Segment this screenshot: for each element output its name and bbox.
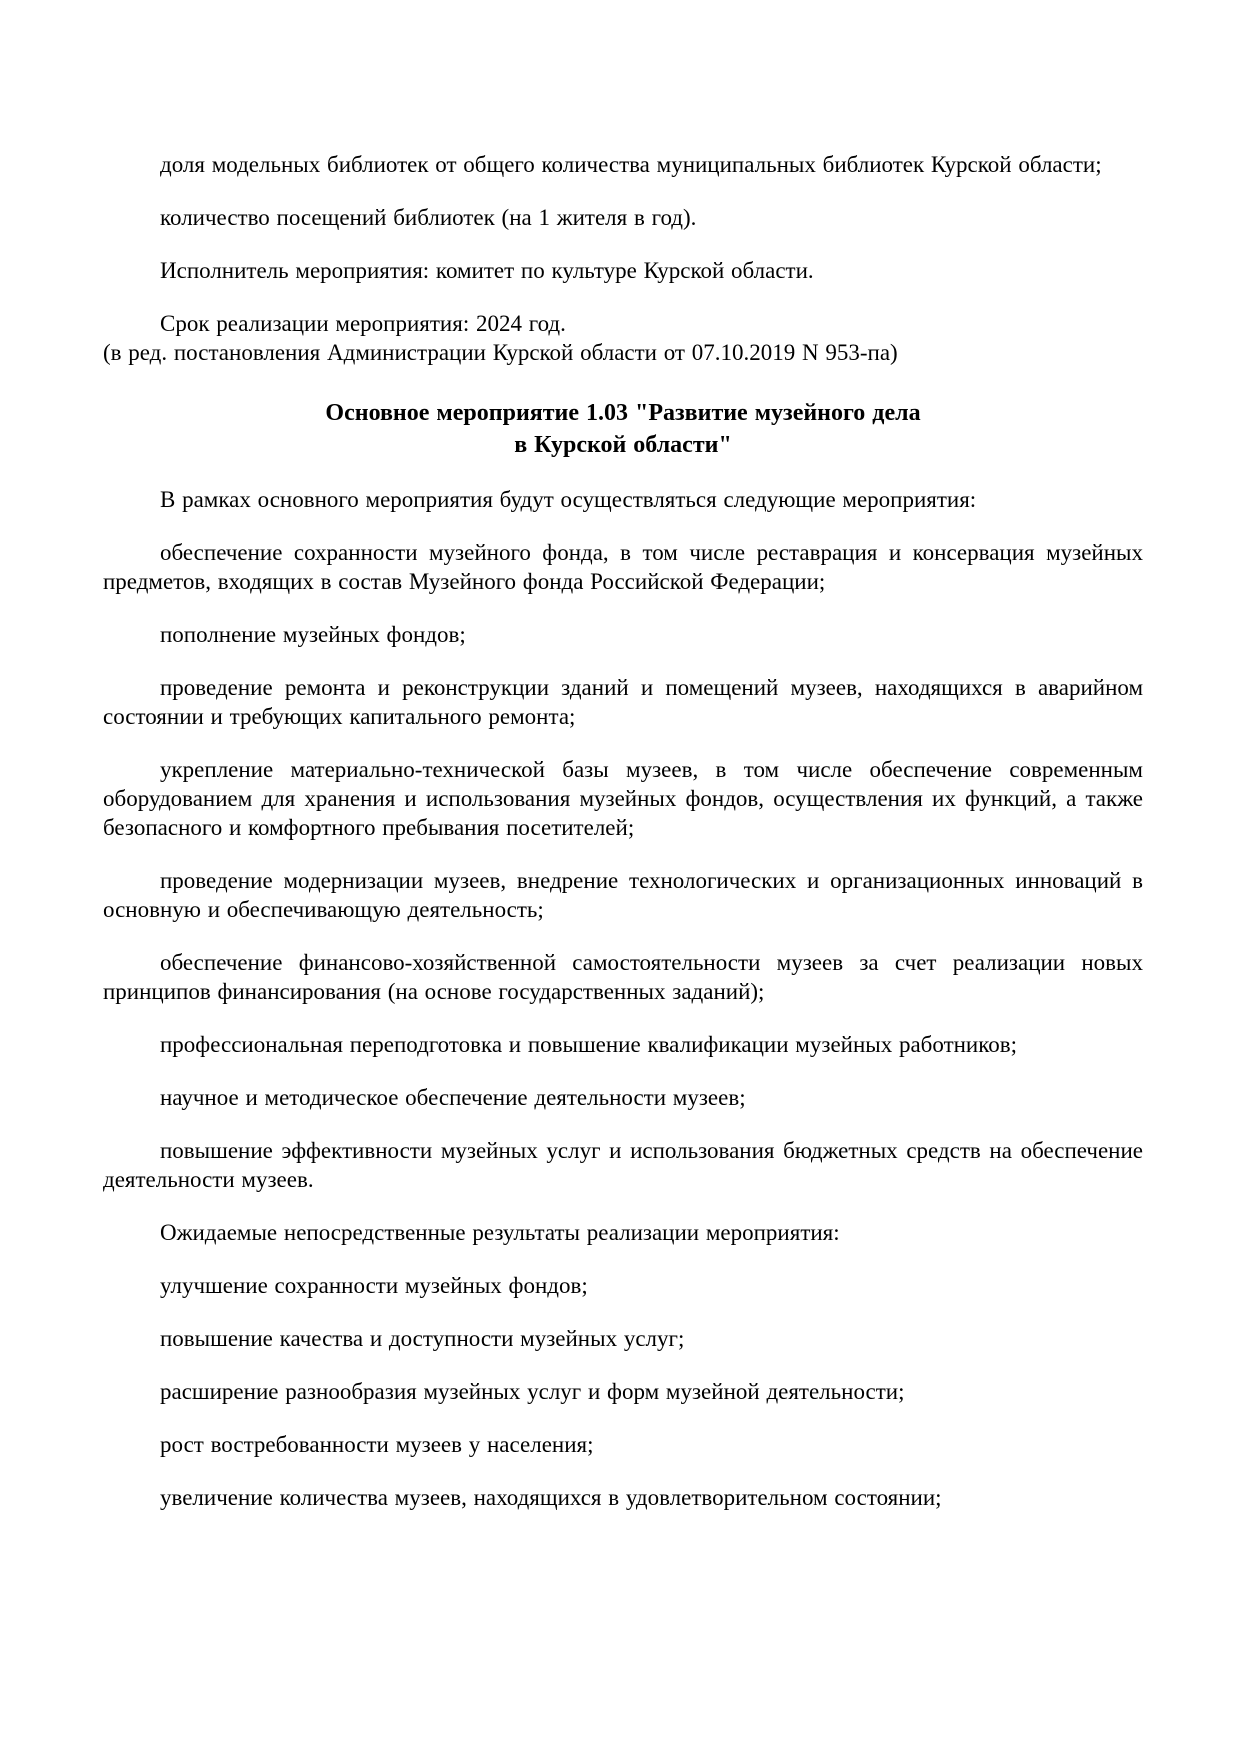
paragraph-executor: Исполнитель мероприятия: комитет по культуре Курской области.	[160, 258, 814, 283]
paragraph-result-preservation: улучшение сохранности музейных фондов;	[160, 1273, 588, 1298]
paragraph-fund-preservation: обеспечение сохранности музейного фонда, в том числе реставрация и консервация музейных предметов, входящих в состав Музейного фонда Российской Федерации;	[103, 540, 1143, 594]
paragraph-result-diversity: расширение разнообразия музейных услуг и форм музейной деятельности;	[160, 1379, 905, 1404]
amendment-note: (в ред. постановления Администрации Курской области от 07.10.2019 N 953-па)	[103, 340, 898, 365]
paragraph-modernization: проведение модернизации музеев, внедрение технологических и организационных инноваций в основную и обеспечивающую деятельность;	[103, 868, 1143, 922]
paragraph-implementation-period: Срок реализации мероприятия: 2024 год.	[160, 311, 566, 336]
paragraph-financial-independence: обеспечение финансово-хозяйственной самостоятельности музеев за счет реализации новых принципов финансирования (на основе государственных заданий);	[103, 950, 1143, 1004]
paragraph-result-condition: увеличение количества музеев, находящихся в удовлетворительном состоянии;	[160, 1485, 942, 1510]
paragraph-fund-replenishment: пополнение музейных фондов;	[160, 622, 466, 647]
paragraph-efficiency: повышение эффективности музейных услуг и использования бюджетных средств на обеспечение деятельности музеев.	[103, 1138, 1143, 1192]
paragraph-model-libraries-share: доля модельных библиотек от общего количества муниципальных библиотек Курской области;	[160, 152, 1102, 177]
document-body	[103, 150, 1143, 1512]
paragraph-result-quality: повышение качества и доступности музейных услуг;	[160, 1326, 685, 1351]
section-heading: Основное мероприятие 1.03 "Развитие музейного дела в Курской области"	[325, 400, 921, 458]
paragraph-intro: В рамках основного мероприятия будут осуществляться следующие мероприятия:	[160, 487, 977, 512]
paragraph-library-visits: количество посещений библиотек (на 1 жителя в год).	[160, 205, 697, 230]
paragraph-expected-results: Ожидаемые непосредственные результаты реализации мероприятия:	[160, 1220, 840, 1245]
paragraph-professional-training: профессиональная переподготовка и повышение квалификации музейных работников;	[160, 1032, 1017, 1057]
paragraph-repair-reconstruction: проведение ремонта и реконструкции зданий и помещений музеев, находящихся в аварийном состоянии и требующих капитального ремонта;	[103, 675, 1143, 729]
paragraph-material-technical-base: укрепление материально-технической базы музеев, в том числе обеспечение современным оборудованием для хранения и использования музейных фондов, осуществления их функций, а также безопасного и комфортного пребывания посетителей;	[103, 757, 1143, 840]
paragraph-scientific-support: научное и методическое обеспечение деятельности музеев;	[160, 1085, 746, 1110]
paragraph-result-demand: рост востребованности музеев у населения;	[160, 1432, 594, 1457]
